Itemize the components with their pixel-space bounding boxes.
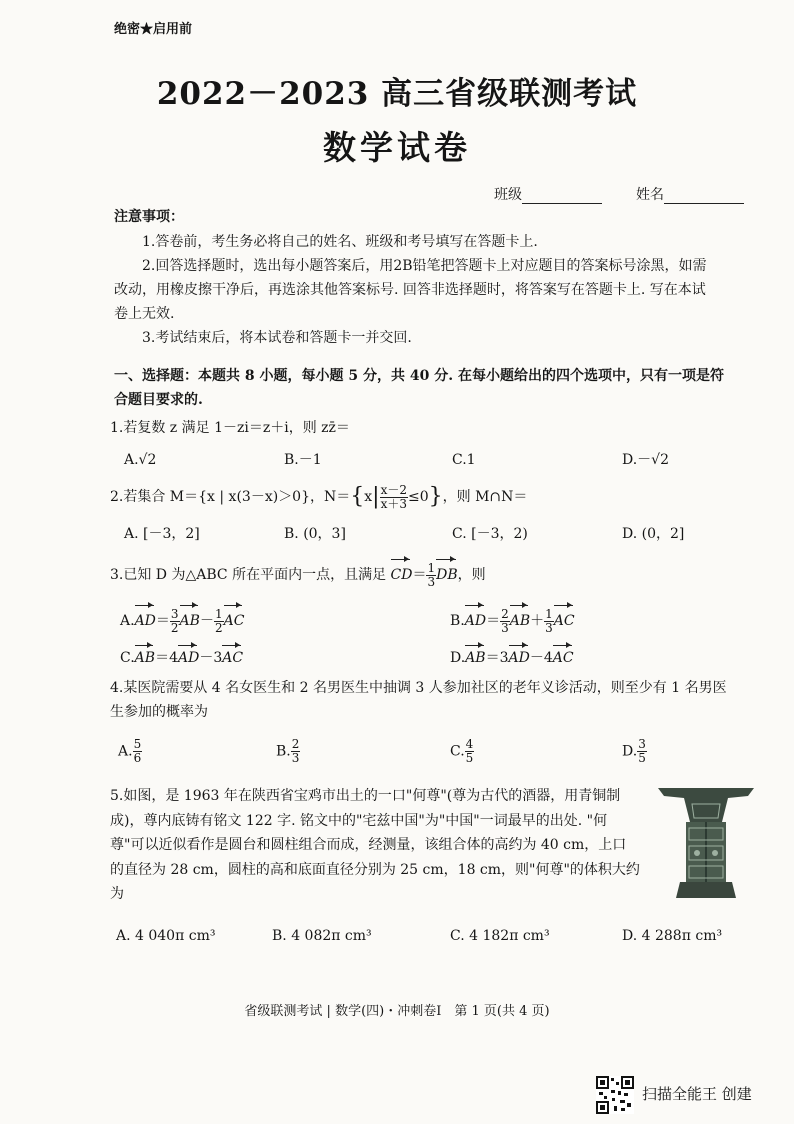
q3-d-ad: AD	[509, 646, 530, 670]
qr-code-icon	[596, 1076, 634, 1118]
q3-c-eq: ＝	[155, 650, 170, 666]
confidential-mark: 绝密★启用前	[114, 22, 193, 37]
q2-frac-num: x－2	[380, 482, 407, 497]
q3-b-label: B.	[450, 613, 465, 629]
q3-a-ad: AD	[135, 606, 156, 636]
q3-b-eq: ＝	[486, 613, 501, 629]
q4-d-num: 3	[638, 737, 646, 751]
q5-option-d[interactable]: D. 4 288π cm³	[622, 928, 723, 944]
q3-a-frac1-den: 2	[170, 620, 179, 635]
q3-frac-den: 3	[427, 574, 436, 589]
q5-option-c[interactable]: C. 4 182π cm³	[450, 928, 550, 944]
q3-c-ac: AC	[222, 646, 243, 670]
q3-option-d[interactable]	[450, 646, 574, 670]
q3-d-label: D.	[450, 650, 466, 666]
q4-a-num: 5	[133, 737, 142, 751]
q3-a-eq: ＝	[155, 613, 170, 629]
q3-c-ad: AD	[178, 646, 199, 670]
q3-b-ab: AB	[510, 606, 530, 636]
q4-b-label: B.	[276, 743, 291, 760]
q3-d-eq: ＝	[485, 650, 500, 666]
q3-vec-db: DB	[436, 560, 458, 590]
q2-option-b[interactable]: B. (0，3]	[284, 526, 346, 542]
q1-option-a[interactable]: A.√2	[124, 452, 157, 468]
question-2-stem	[110, 482, 730, 512]
student-info-fields	[494, 184, 744, 204]
q3-c-coef2: －3	[199, 650, 223, 666]
q3-a-frac2	[214, 608, 224, 635]
q3-b-frac1	[500, 608, 510, 635]
q3-d-ab: AB	[465, 646, 485, 670]
q4-option-d[interactable]	[622, 738, 647, 765]
q1-option-d[interactable]: D.－√2	[622, 452, 670, 468]
q4-a-den: 6	[133, 751, 142, 765]
q2-brace-left: {	[350, 484, 365, 509]
q3-stem-a: 3.已知 D 为△ABC 所在平面内一点，且满足	[110, 567, 387, 583]
q3-a-minus: －	[199, 613, 214, 629]
q2-set-var: x	[364, 489, 373, 505]
q2-brace-right: }	[428, 484, 443, 509]
q3-b-plus: ＋	[530, 613, 545, 629]
q3-stem-b: ，则	[457, 567, 486, 583]
class-blank[interactable]	[522, 189, 602, 204]
q4-c-num: 4	[465, 737, 474, 751]
q3-c-label: C.	[120, 650, 135, 666]
q4-c-label: C.	[450, 743, 465, 760]
q3-c-coef1: 4	[169, 650, 178, 666]
q3-a-frac2-num: 1	[214, 606, 223, 621]
q3-b-ad: AD	[465, 606, 486, 636]
q4-c-frac	[465, 738, 475, 765]
page-footer: 省级联测考试 | 数学(四)・冲刺卷Ⅰ 第 1 页(共 4 页)	[244, 1004, 550, 1019]
exam-title: 2022－2023 高三省级联测考试	[156, 76, 638, 112]
q4-b-frac	[291, 738, 301, 765]
q3-c-ab: AB	[135, 646, 155, 670]
q3-b-frac1-den: 3	[501, 620, 509, 635]
scanner-watermark: 扫描全能王 创建	[642, 1085, 752, 1103]
q3-frac-num: 1	[427, 560, 436, 575]
q3-b-frac1-num: 2	[501, 606, 509, 621]
notice-item-3: 3.考试结束后，将本试卷和答题卡一并交回.	[142, 330, 412, 346]
q2-fraction	[380, 484, 408, 511]
notice-item-2: 2.回答选择题时，选出每小题答案后，用2B铅笔把答题卡上对应题目的答案标号涂黑，如需改动，用橡皮擦干净后，再选涂其他答案标号. 回答非选择题时，将答案写在答题卡上. 写在本试卷上无效.	[114, 258, 707, 322]
q2-option-d[interactable]: D. (0，2]	[622, 526, 685, 542]
q3-option-c[interactable]	[120, 646, 243, 670]
q3-a-frac1-num: 3	[170, 606, 179, 621]
class-label: 班级	[494, 187, 522, 203]
q4-d-label: D.	[622, 743, 638, 760]
q2-set-cond: ≤0	[407, 489, 429, 505]
q3-vec-cd: CD	[391, 560, 413, 590]
q1-option-b[interactable]: B.－1	[284, 452, 322, 468]
q3-option-b[interactable]	[450, 606, 575, 636]
q3-a-frac1	[170, 608, 180, 635]
question-5-stem: 5.如图，是 1963 年在陕西省宝鸡市出土的一口"何尊"(尊为古代的酒器，用青铜制成)，尊内底铸有铭文 122 字. 铭文中的"宅兹中国"为"中国"一词最早的出处. "何尊"可以近似看作是圆台和圆柱组合而成，经测量，该组合体的高约为 40 cm，上口的直径为 28 cm，圆柱的高和底面直径分别为 25 cm，18 cm，则"何尊"的体积大约为	[110, 788, 640, 902]
q5-option-a[interactable]: A. 4 040π cm³	[116, 928, 216, 944]
notice-item-1: 1.答卷前，考生务必将自己的姓名、班级和考号填写在答题卡上.	[142, 234, 538, 250]
q4-option-a[interactable]	[118, 738, 142, 765]
q3-b-frac2-den: 3	[545, 620, 553, 635]
q3-a-ab: AB	[180, 606, 200, 636]
he-zun-vessel-image	[656, 782, 756, 906]
q3-b-ac: AC	[554, 606, 575, 636]
q3-option-a[interactable]	[120, 606, 244, 636]
name-blank[interactable]	[664, 189, 744, 204]
q1-option-c[interactable]: C.1	[452, 452, 476, 468]
q4-c-den: 5	[465, 751, 474, 765]
q3-b-frac2	[544, 608, 554, 635]
q3-d-coef1: 3	[499, 650, 509, 666]
question-4-stem: 4.某医院需要从 4 名女医生和 2 名男医生中抽调 3 人参加社区的老年义诊活动，则至少有 1 名男医生参加的概率为	[110, 680, 727, 720]
q3-b-frac2-num: 1	[545, 606, 553, 621]
q2-stem-b: ，则 M∩N＝	[442, 489, 528, 505]
subject-title: 数学试卷	[323, 128, 471, 167]
q3-a-ac: AC	[224, 606, 245, 636]
q3-d-coef2: －4	[529, 650, 553, 666]
q3-frac	[426, 562, 436, 589]
q2-bar: |	[372, 484, 380, 509]
notice-heading: 注意事项：	[114, 209, 184, 225]
q3-a-label: A.	[120, 613, 135, 629]
q3-eq: ＝	[412, 567, 427, 583]
q3-a-frac2-den: 2	[214, 620, 223, 635]
q4-option-b[interactable]	[276, 738, 300, 765]
question-1-stem: 1.若复数 z 满足 1－zi＝z＋i，则 zz̄＝	[110, 420, 350, 436]
section-heading: 一、选择题：本题共 8 小题，每小题 5 分，共 40 分. 在每小题给出的四个选项中，只有一项是符合题目要求的.	[114, 368, 724, 408]
q2-option-c[interactable]: C. [－3，2)	[452, 526, 528, 542]
question-3-stem	[110, 560, 730, 590]
q4-a-label: A.	[118, 743, 133, 760]
q4-option-c[interactable]	[450, 738, 474, 765]
q4-a-frac	[133, 738, 143, 765]
q2-option-a[interactable]: A. [－3，2]	[124, 526, 200, 542]
q4-b-num: 2	[291, 737, 300, 751]
q5-option-b[interactable]: B. 4 082π cm³	[272, 928, 372, 944]
q3-d-ac: AC	[553, 646, 574, 670]
q2-stem-a: 2.若集合 M＝{x | x(3－x)＞0}，N＝	[110, 489, 351, 505]
q4-d-frac	[637, 738, 647, 765]
q4-d-den: 5	[638, 751, 646, 765]
q2-frac-den: x＋3	[380, 496, 407, 511]
q4-b-den: 3	[291, 751, 300, 765]
name-label: 姓名	[636, 187, 664, 203]
